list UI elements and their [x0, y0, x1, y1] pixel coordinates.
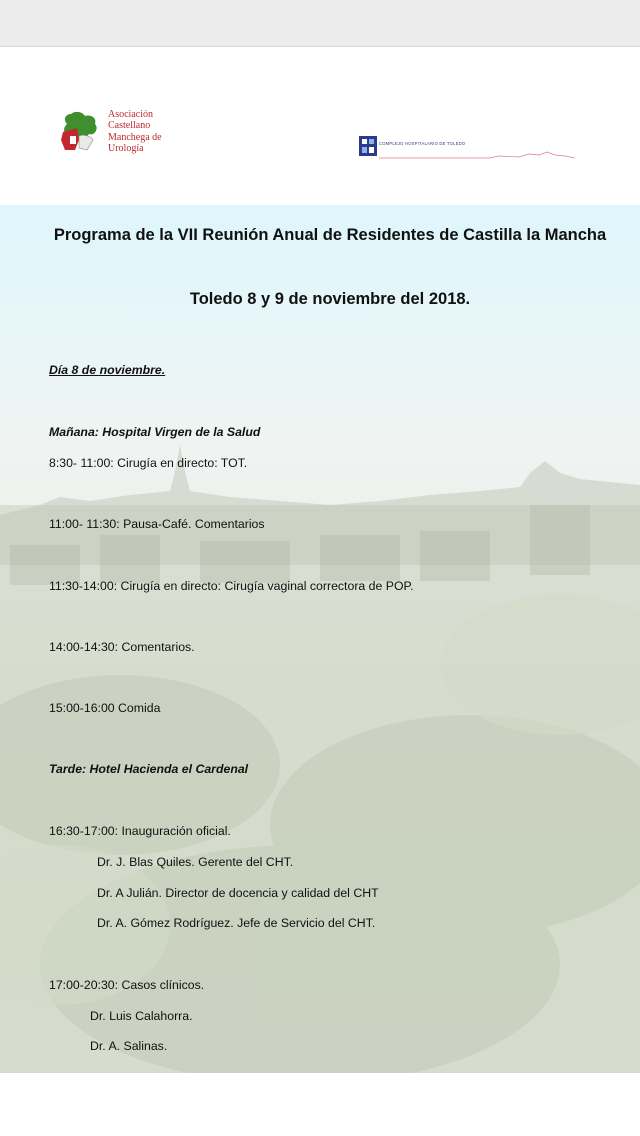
schedule-item: 16:30-17:00: Inauguración oficial.	[49, 824, 231, 838]
document-page	[0, 47, 640, 1073]
schedule-item: 8:30- 11:00: Cirugía en directo: TOT.	[49, 456, 248, 470]
afternoon-heading: Tarde: Hotel Hacienda el Cardenal	[49, 762, 249, 776]
browser-top-bar	[0, 0, 640, 47]
hospital-name: COMPLEJO HOSPITALARIO DE TOLEDO	[379, 141, 466, 146]
speaker-item: Dr. A Julián. Director de docencia y calidad del CHT	[97, 886, 379, 900]
schedule-item: 15:00-16:00 Comida	[49, 701, 161, 715]
schedule-item: 14:00-14:30: Comentarios.	[49, 640, 195, 654]
program-subtitle: Toledo 8 y 9 de noviembre del 2018.	[189, 290, 471, 308]
association-name-line-3: Manchega de	[108, 131, 162, 143]
schedule-item: 11:00- 11:30: Pausa-Café. Comentarios	[49, 517, 265, 531]
program-title: Programa de la VII Reunión Anual de Residentes de Castilla la Mancha	[53, 226, 607, 244]
day-heading: Día 8 de noviembre.	[49, 363, 166, 377]
association-name-line-2: Castellano	[108, 120, 151, 132]
speaker-item: Dr. J. Blas Quiles. Gerente del CHT.	[97, 855, 294, 869]
hospital-skyline-icon	[379, 146, 575, 160]
hospital-logo	[359, 136, 575, 160]
speaker-item: Dr. Luis Calahorra.	[90, 1009, 193, 1023]
speaker-item: Dr. A. Gómez Rodríguez. Jefe de Servicio del CHT.	[97, 916, 376, 930]
morning-heading: Mañana: Hospital Virgen de la Salud	[49, 425, 261, 439]
hospital-emblem-icon	[359, 136, 377, 156]
association-name-line-4: Urología	[108, 143, 144, 155]
speaker-item: Dr. A. Salinas.	[90, 1039, 168, 1053]
schedule-item: 17:00-20:30: Casos clínicos.	[49, 978, 205, 992]
schedule-item: 11:30-14:00: Cirugía en directo: Cirugía vaginal correctora de POP.	[49, 579, 414, 593]
association-logo	[57, 106, 197, 160]
association-name-line-1: Asociación	[108, 109, 153, 120]
association-emblem-icon	[57, 110, 103, 156]
